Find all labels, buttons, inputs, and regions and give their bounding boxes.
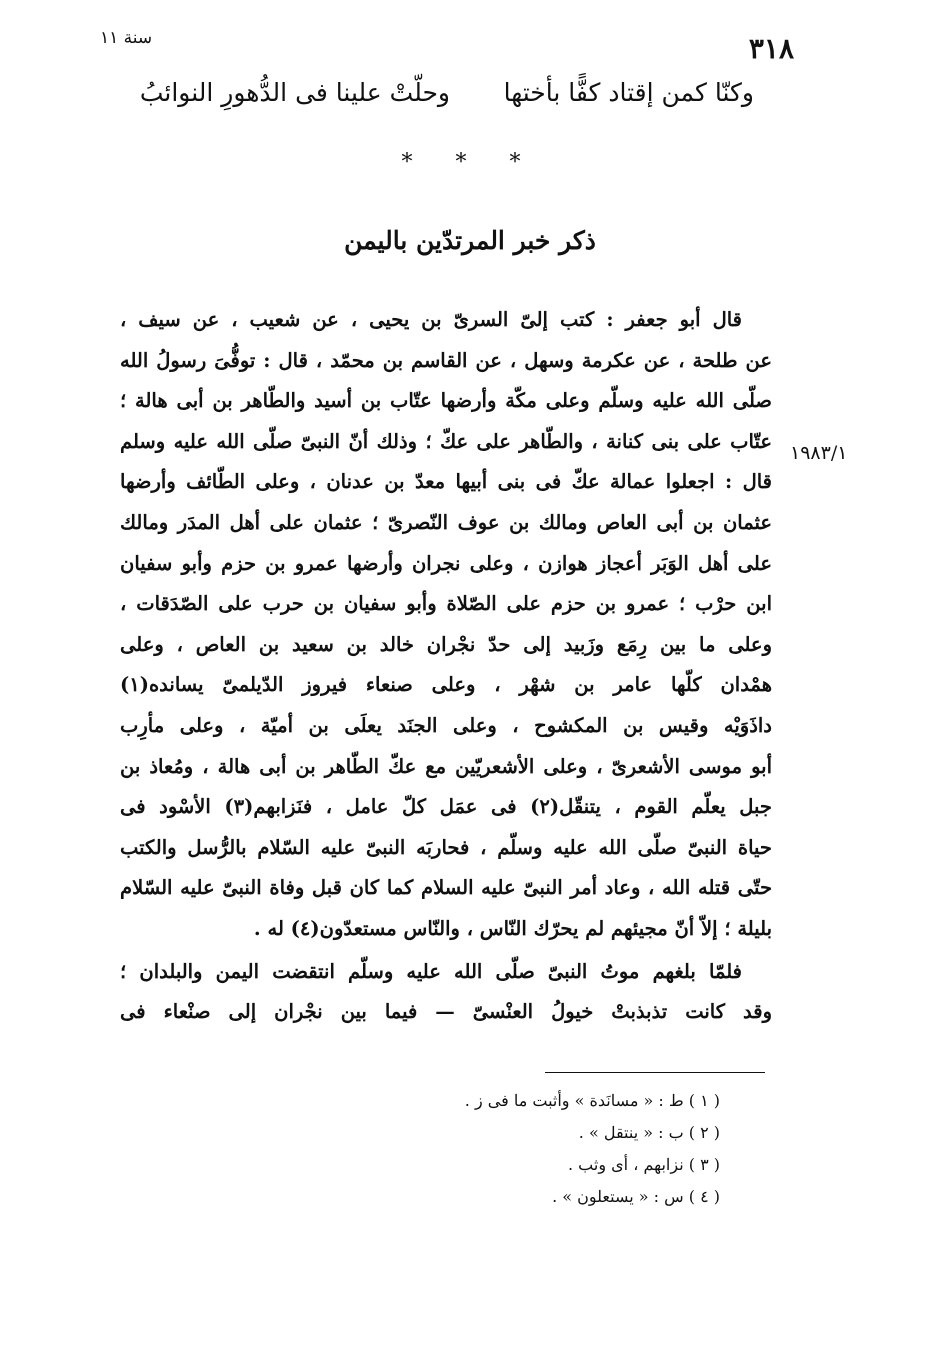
body-line: وعلى ما بين رِمَع وزَبيد إلى حدّ نجْران خالد بن سعيد بن العاص ، وعلى — [120, 632, 772, 656]
body-line: همْدان كلّها عامر بن شهْر ، وعلى صنعاء فيروز الدّيلمىّ يسانده(١) — [120, 673, 772, 697]
body-line: داذَوَيْه وقيس بن المكشوح ، وعلى الجنَد يعلَى بن أميّة ، وعلى مأرِب — [120, 713, 772, 737]
body-line: وقد كانت تذبذبتْ خيولُ العنْسىّ — فيما بين نجْران إلى صنْعاء فى — [120, 1000, 772, 1024]
verse-first-hemistich: وكنّا كمن إقتاد كفًّا بأختها — [503, 78, 754, 107]
body-line: على أهل الوَبَر أعجاز هوازن ، وعلى نجران وأرضها عمرو بن حزم وأبو سفيان — [120, 551, 772, 575]
verse-second-hemistich: وحلّتْ علينا فى الدُّهورِ النوائبُ — [139, 78, 450, 107]
footnote-divider — [545, 1072, 765, 1073]
footnotes — [300, 1085, 720, 1213]
body-text — [120, 300, 772, 1033]
body-line: أبو موسى الأشعرىّ ، وعلى الأشعريّين مع عكّ الطّاهر بن أبى هالة ، ومُعاذ بن — [120, 754, 772, 778]
body-line: جبل يعلّم القوم ، يتنقّل(٢) فى عمَل كلّ عامل ، فنَزابهم(٣) الأسْود فى — [120, 795, 772, 819]
body-line: حتّى قتله الله ، وعاد أمر النبىّ عليه السلام كما كان قبل وفاة النبىّ عليه السّلام — [120, 876, 772, 900]
section-separator: * * * — [401, 150, 539, 175]
body-line: بليلة ؛ إلاّ أنّ مجيئهم لم يحرّك النّاس ، والنّاس مستعدّون(٤) له . — [253, 916, 772, 940]
page-number: ٣١٨ — [748, 32, 794, 65]
footnote: ( ١ ) ط : « مسانَدة » وأثبت ما فى ز . — [464, 1091, 720, 1110]
footnote: ( ٤ ) س : « يستعلون » . — [552, 1187, 720, 1206]
body-line: فلمّا بلغهم موتُ النبىّ صلّى الله عليه وسلّم انتقضت اليمن والبلدان ؛ — [120, 959, 742, 983]
year-label: سنة ١١ — [100, 28, 153, 48]
body-line: عن طلحة ، عن عكرمة وسهل ، عن القاسم بن محمّد ، قال : توفُّىَ رسولُ الله — [120, 348, 772, 372]
body-line: ابن حرْب ؛ عمرو بن حزم على الصّلاة وأبو سفيان بن حرب على الصّدَقات ، — [120, 592, 772, 616]
margin-reference: ١٩٨٣/١ — [790, 442, 848, 464]
section-heading: ذكر خبر المرتدّين باليمن — [344, 226, 596, 255]
body-line: صلّى الله عليه وسلّم وعلى مكّة وأرضها عتّاب بن أسيد والطّاهر بن أبى هالة ؛ — [120, 389, 772, 413]
body-line: عثمان بن أبى العاص ومالك بن عوف النّصرىّ ؛ عثمان على أهل المدَر ومالك — [120, 510, 772, 534]
footnote: ( ٣ ) نزابهم ، أى وثب . — [568, 1155, 720, 1174]
body-line: قال أبو جعفر : كتب إلىّ السرىّ بن يحيى ، عن شعيب ، عن سيف ، — [120, 308, 742, 331]
footnote: ( ٢ ) ب : « ينتقل » . — [578, 1123, 720, 1142]
body-line: قال : اجعلوا عمالة عكّ فى بنى أبيها معدّ بن عدنان ، وعلى الطّائف وأرضها — [120, 470, 772, 494]
body-line: حياة النبىّ صلّى الله عليه وسلّم ، فحاربَه النبىّ عليه السّلام بالرُّسل والكتب — [120, 835, 772, 859]
body-line: عتّاب على بنى كنانة ، والطّاهر على عكّ ؛ وذلك أنّ النبىّ صلّى الله عليه وسلم — [120, 429, 772, 453]
